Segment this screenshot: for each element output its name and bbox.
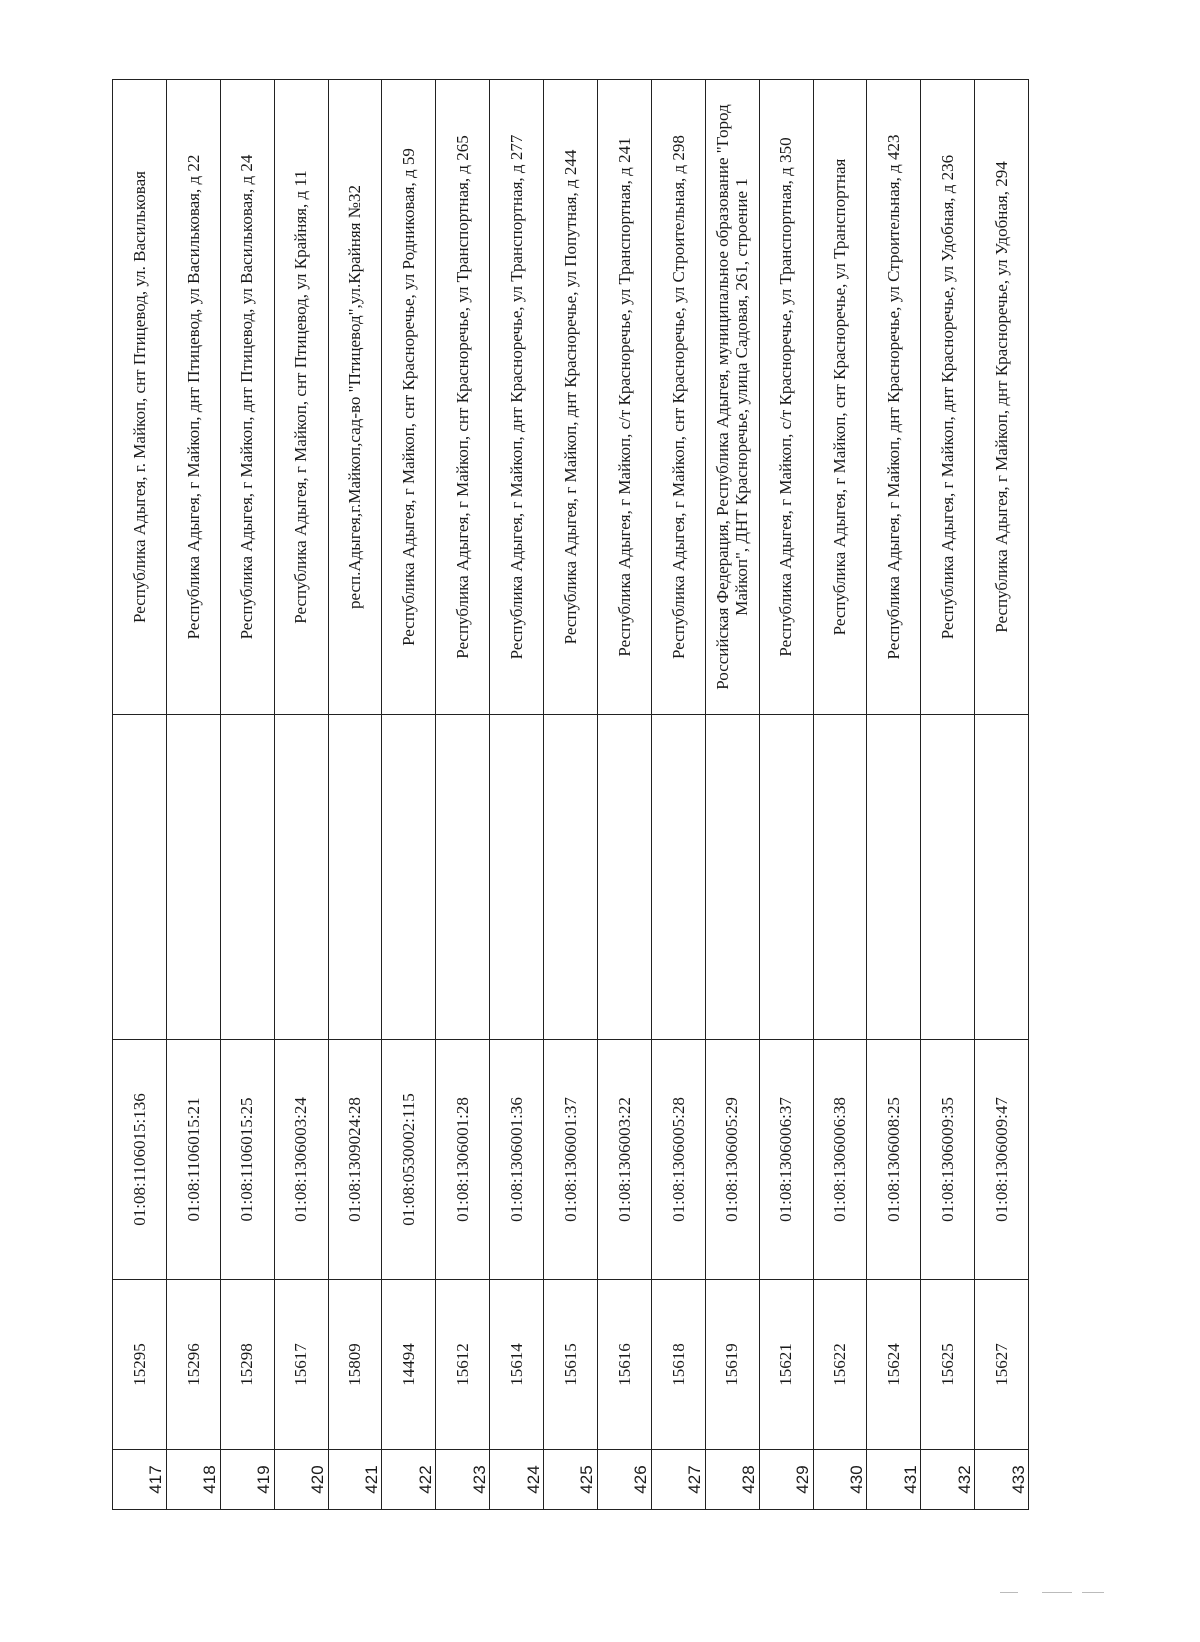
row-id: 15296 [166,1280,220,1450]
scan-artifact [1042,1592,1072,1593]
row-number: 417 [113,1450,167,1510]
empty-cell [490,715,544,1040]
empty-cell [113,715,167,1040]
row-id: 15619 [705,1280,759,1450]
cadastral-number: 01:08:1306005:29 [705,1040,759,1280]
table-row [759,80,813,1510]
address-cell: Республика Адыгея, г Майкоп, днт Красноречье, ул Строительная, д 423 [867,80,921,715]
row-number: 425 [544,1450,598,1510]
address-cell: Республика Адыгея, г Майкоп, днт Красноречье, ул Транспортная, д 277 [490,80,544,715]
registry-table-body [113,80,1029,1510]
table-row [598,80,652,1510]
row-id: 15618 [651,1280,705,1450]
empty-cell [759,715,813,1040]
empty-cell [220,715,274,1040]
table-row [867,80,921,1510]
table-row [328,80,382,1510]
table-row [975,80,1029,1510]
table-row [490,80,544,1510]
row-id: 15617 [274,1280,328,1450]
address-cell: Республика Адыгея, г Майкоп, снт Птицевод, ул Крайняя, д 11 [274,80,328,715]
table-row [382,80,436,1510]
address-cell: Республика Адыгея, г Майкоп, снт Красноречье, ул Родниковая, д 59 [382,80,436,715]
empty-cell [651,715,705,1040]
empty-cell [921,715,975,1040]
cadastral-number: 01:08:0530002:115 [382,1040,436,1280]
table-row [651,80,705,1510]
address-cell: Республика Адыгея, г. Майкоп, снт Птицевод, ул. Васильковая [113,80,167,715]
table-row [274,80,328,1510]
row-number: 424 [490,1450,544,1510]
row-number: 418 [166,1450,220,1510]
empty-cell [813,715,867,1040]
table-row [220,80,274,1510]
address-cell: респ.Адыгея,г.Майкоп,сад-во "Птицевод",ул.Крайняя №32 [328,80,382,715]
address-cell: Республика Адыгея, г Майкоп, днт Красноречье, ул Попутная, д 244 [544,80,598,715]
row-number: 422 [382,1450,436,1510]
address-cell: Республика Адыгея, г Майкоп, с/т Красноречье, ул Транспортная, д 241 [598,80,652,715]
row-id: 15615 [544,1280,598,1450]
cadastral-number: 01:08:1309024:28 [328,1040,382,1280]
cadastral-number: 01:08:1306001:28 [436,1040,490,1280]
row-number: 429 [759,1450,813,1510]
row-id: 15616 [598,1280,652,1450]
cadastral-number: 01:08:1306005:28 [651,1040,705,1280]
empty-cell [975,715,1029,1040]
cadastral-number: 01:08:1306006:38 [813,1040,867,1280]
row-id: 15624 [867,1280,921,1450]
cadastral-number: 01:08:1306001:36 [490,1040,544,1280]
cadastral-number: 01:08:1106015:136 [113,1040,167,1280]
row-id: 15621 [759,1280,813,1450]
address-cell: Республика Адыгея, г Майкоп, снт Красноречье, ул Транспортная [813,80,867,715]
row-number: 432 [921,1450,975,1510]
cadastral-number: 01:08:1306006:37 [759,1040,813,1280]
table-row [436,80,490,1510]
row-id: 14494 [382,1280,436,1450]
address-cell: Республика Адыгея, г Майкоп, снт Красноречье, ул Транспортная, д 265 [436,80,490,715]
address-cell: Республика Адыгея, г Майкоп, с/т Красноречье, ул Транспортная, д 350 [759,80,813,715]
address-cell: Республика Адыгея, г Майкоп, днт Птицевод, ул Васильковая, д 24 [220,80,274,715]
row-number: 420 [274,1450,328,1510]
scan-artifact [1000,1592,1018,1593]
empty-cell [705,715,759,1040]
row-id: 15622 [813,1280,867,1450]
address-cell: Республика Адыгея, г Майкоп, днт Птицевод, ул Васильковая, д 22 [166,80,220,715]
table-row [166,80,220,1510]
table-row [813,80,867,1510]
row-id: 15614 [490,1280,544,1450]
table-row [921,80,975,1510]
cadastral-number: 01:08:1306009:47 [975,1040,1029,1280]
row-number: 427 [651,1450,705,1510]
row-number: 433 [975,1450,1029,1510]
address-cell: Республика Адыгея, г Майкоп, снт Красноречье, ул Строительная, д 298 [651,80,705,715]
cadastral-number: 01:08:1306003:24 [274,1040,328,1280]
address-cell: Республика Адыгея, г Майкоп, днт Красноречье, ул Удобная, д 236 [921,80,975,715]
row-number: 419 [220,1450,274,1510]
address-cell: Российская Федерация, Республика Адыгея, муниципальное образование "Город Майкоп", ДНТ Красноречье, улица Садовая, 261, строение 1 [705,80,759,715]
cadastral-number: 01:08:1306009:35 [921,1040,975,1280]
row-number: 421 [328,1450,382,1510]
table-row [705,80,759,1510]
table-row [113,80,167,1510]
empty-cell [166,715,220,1040]
empty-cell [436,715,490,1040]
row-number: 426 [598,1450,652,1510]
row-number: 430 [813,1450,867,1510]
cadastral-number: 01:08:1306001:37 [544,1040,598,1280]
empty-cell [328,715,382,1040]
scan-artifact [1082,1592,1104,1593]
cadastral-number: 01:08:1306008:25 [867,1040,921,1280]
row-number: 423 [436,1450,490,1510]
table-row [544,80,598,1510]
cadastral-number: 01:08:1106015:25 [220,1040,274,1280]
row-id: 15298 [220,1280,274,1450]
rotated-registry-table [112,80,1028,1510]
address-cell: Республика Адыгея, г Майкоп, днт Красноречье, ул Удобная, 294 [975,80,1029,715]
empty-cell [867,715,921,1040]
empty-cell [598,715,652,1040]
registry-table [112,79,1029,1510]
empty-cell [382,715,436,1040]
empty-cell [544,715,598,1040]
cadastral-number: 01:08:1306003:22 [598,1040,652,1280]
row-id: 15625 [921,1280,975,1450]
row-id: 15627 [975,1280,1029,1450]
empty-cell [274,715,328,1040]
row-id: 15809 [328,1280,382,1450]
row-id: 15295 [113,1280,167,1450]
cadastral-number: 01:08:1106015:21 [166,1040,220,1280]
row-number: 431 [867,1450,921,1510]
row-number: 428 [705,1450,759,1510]
row-id: 15612 [436,1280,490,1450]
